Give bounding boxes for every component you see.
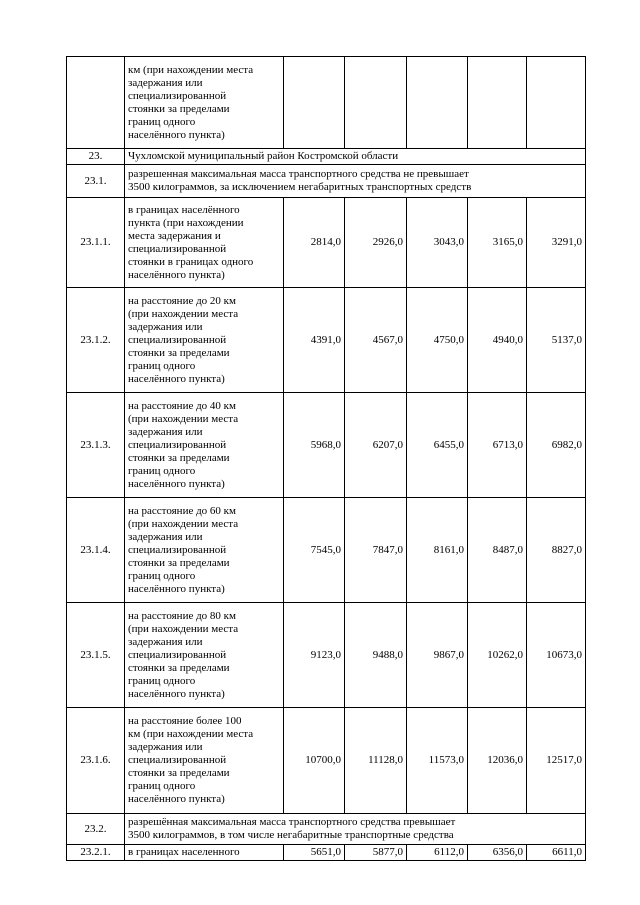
row-description: в границах населённого пункта (при нахождении места задержания и специализированной стоянки в границах одного населённого пункта) — [125, 198, 284, 288]
tariff-value-3: 4750,0 — [407, 288, 468, 393]
row-number: 23.1.5. — [67, 603, 125, 708]
table-row — [67, 708, 586, 814]
row-number: 23.1.1. — [67, 198, 125, 288]
table-row — [67, 288, 586, 393]
tariff-value-5: 8827,0 — [527, 498, 586, 603]
tariff-value-5: 3291,0 — [527, 198, 586, 288]
table-row — [67, 393, 586, 498]
table-row — [67, 603, 586, 708]
row-description: на расстояние более 100 км (при нахождении места задержания или специализированной стоянки за пределами границ одного населённого пункта) — [125, 708, 284, 814]
section-title: разрешенная максимальная масса транспортного средства не превышает 3500 килограммов, за исключением негабаритных транспортных средств — [125, 165, 586, 198]
tariff-value-1: 4391,0 — [284, 288, 345, 393]
tariff-value-5: 6982,0 — [527, 393, 586, 498]
row-number: 23.1.3. — [67, 393, 125, 498]
tariff-value-5: 5137,0 — [527, 288, 586, 393]
tariff-value-3: 9867,0 — [407, 603, 468, 708]
tariff-value-2: 6207,0 — [345, 393, 407, 498]
row-description: на расстояние до 80 км (при нахождении места задержания или специализированной стоянки за пределами границ одного населённого пункта) — [125, 603, 284, 708]
tariff-value-3: 8161,0 — [407, 498, 468, 603]
tariff-value-2: 11128,0 — [345, 708, 407, 814]
tariff-value-1 — [284, 57, 345, 149]
tariff-value-4 — [468, 57, 527, 149]
table-row — [67, 845, 586, 861]
tariff-value-3: 11573,0 — [407, 708, 468, 814]
tariff-value-2 — [345, 57, 407, 149]
section-row — [67, 814, 586, 845]
row-number: 23.1.4. — [67, 498, 125, 603]
tariff-value-3: 3043,0 — [407, 198, 468, 288]
section-title: Чухломской муниципальный район Костромской области — [125, 149, 586, 165]
row-number: 23.1.2. — [67, 288, 125, 393]
tariff-value-2: 9488,0 — [345, 603, 407, 708]
tariff-value-5 — [527, 57, 586, 149]
row-number — [67, 57, 125, 149]
tariff-value-1: 2814,0 — [284, 198, 345, 288]
table-row — [67, 198, 586, 288]
tariff-value-2: 4567,0 — [345, 288, 407, 393]
tariff-value-5: 12517,0 — [527, 708, 586, 814]
tariff-value-4: 6713,0 — [468, 393, 527, 498]
tariff-value-2: 7847,0 — [345, 498, 407, 603]
tariff-value-1: 5651,0 — [284, 845, 345, 861]
row-description: в границах населенного — [125, 845, 284, 861]
tariff-table — [66, 56, 586, 861]
row-number: 23.1.6. — [67, 708, 125, 814]
tariff-value-4: 12036,0 — [468, 708, 527, 814]
section-row — [67, 165, 586, 198]
tariff-value-3: 6112,0 — [407, 845, 468, 861]
tariff-value-4: 4940,0 — [468, 288, 527, 393]
tariff-value-1: 10700,0 — [284, 708, 345, 814]
row-number: 23. — [67, 149, 125, 165]
row-number: 23.1. — [67, 165, 125, 198]
tariff-value-4: 3165,0 — [468, 198, 527, 288]
section-title: разрешённая максимальная масса транспортного средства превышает 3500 килограммов, в том числе негабаритные транспортные средства — [125, 814, 586, 845]
row-description: на расстояние до 20 км (при нахождении места задержания или специализированной стоянки за пределами границ одного населённого пункта) — [125, 288, 284, 393]
row-description: км (при нахождении места задержания или специализированной стоянки за пределами границ одного населённого пункта) — [125, 57, 284, 149]
row-description: на расстояние до 40 км (при нахождении места задержания или специализированной стоянки за пределами границ одного населённого пункта) — [125, 393, 284, 498]
tariff-value-5: 10673,0 — [527, 603, 586, 708]
section-row — [67, 149, 586, 165]
table-row — [67, 498, 586, 603]
row-number: 23.2.1. — [67, 845, 125, 861]
tariff-value-2: 5877,0 — [345, 845, 407, 861]
tariff-value-1: 7545,0 — [284, 498, 345, 603]
tariff-value-4: 8487,0 — [468, 498, 527, 603]
tariff-value-3: 6455,0 — [407, 393, 468, 498]
table-row — [67, 57, 586, 149]
tariff-value-5: 6611,0 — [527, 845, 586, 861]
tariff-value-4: 10262,0 — [468, 603, 527, 708]
tariff-value-2: 2926,0 — [345, 198, 407, 288]
row-description: на расстояние до 60 км (при нахождении места задержания или специализированной стоянки за пределами границ одного населённого пункта) — [125, 498, 284, 603]
row-number: 23.2. — [67, 814, 125, 845]
tariff-value-1: 5968,0 — [284, 393, 345, 498]
tariff-value-3 — [407, 57, 468, 149]
tariff-value-1: 9123,0 — [284, 603, 345, 708]
tariff-value-4: 6356,0 — [468, 845, 527, 861]
